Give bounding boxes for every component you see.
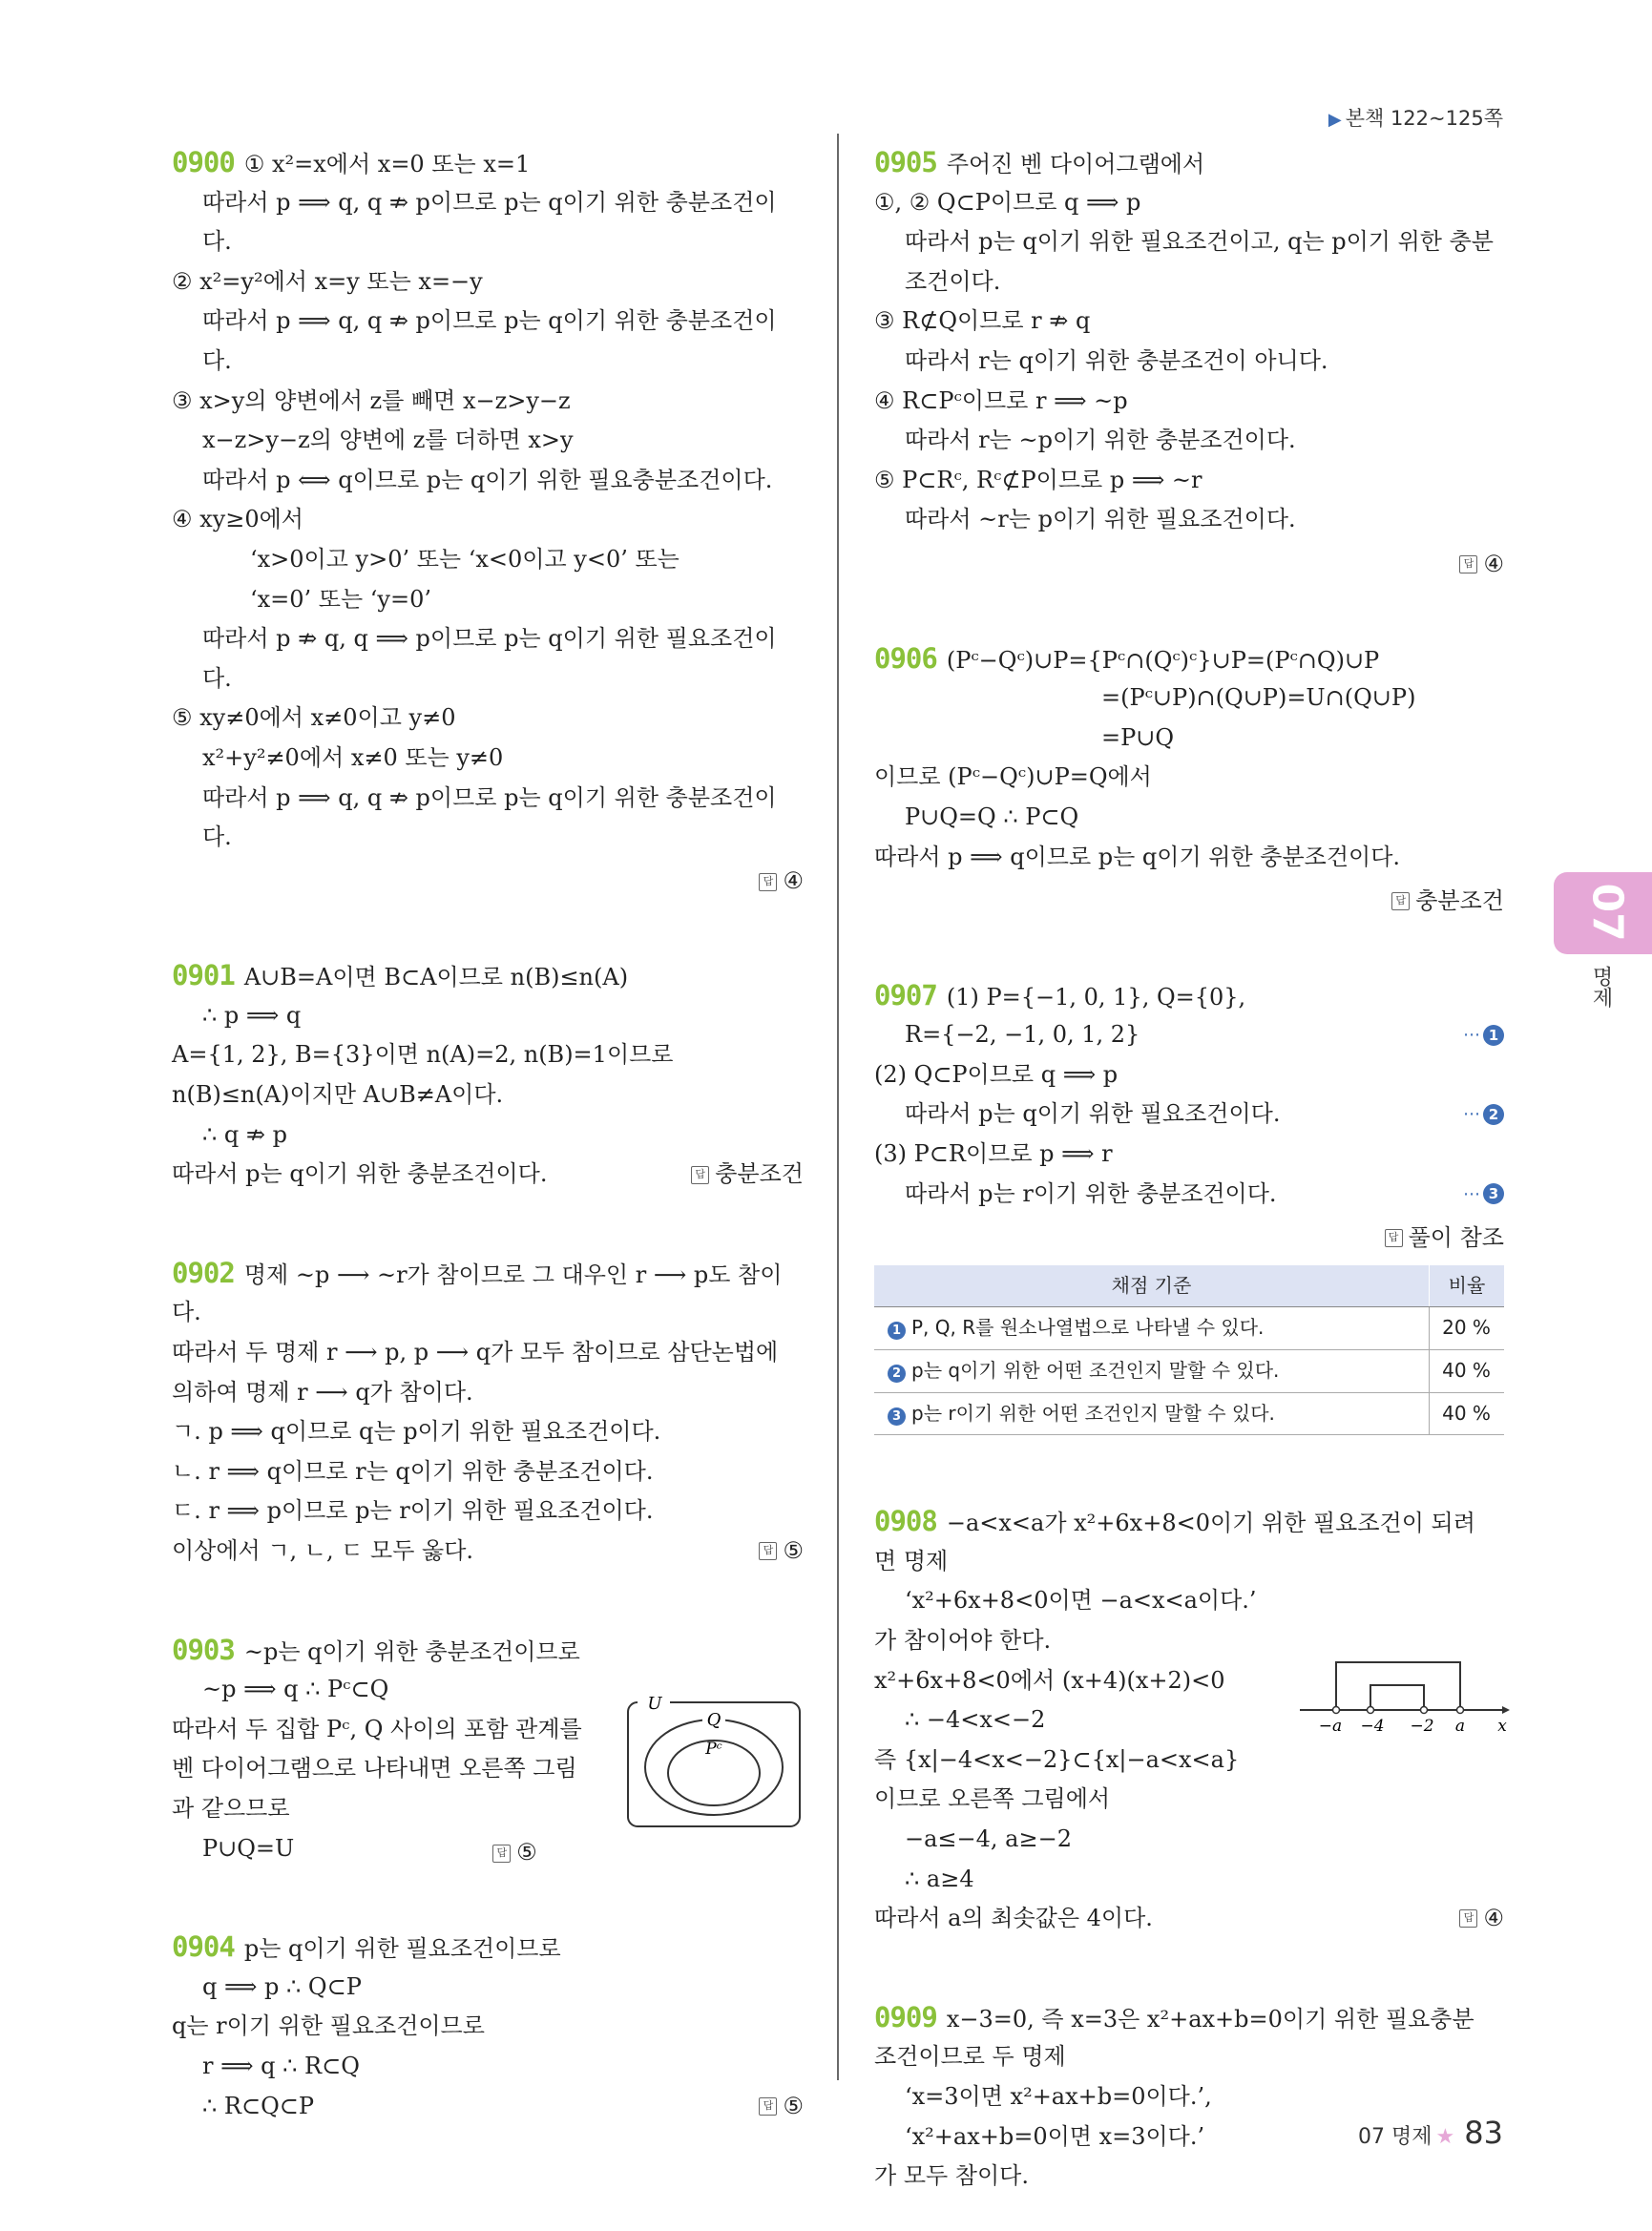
- line-text: 의하여 명제 r ⟶ q가 참이다.: [172, 1378, 473, 1406]
- solution-line: [172, 1829, 804, 1869]
- answer-row: [874, 877, 1504, 917]
- solution-line: [172, 2047, 804, 2087]
- solution-line: [874, 798, 1504, 838]
- answer-value: ⑤: [783, 2092, 804, 2119]
- criterion-cell: [874, 1392, 1430, 1435]
- problem-0905: [874, 143, 1504, 580]
- solution-line: [172, 1928, 804, 1968]
- line-text: A∪B=A이면 B⊂A이므로 n(B)≤n(A): [243, 964, 629, 991]
- answer-row: [172, 858, 804, 898]
- venn-label-pc: Pᶜ: [705, 1740, 722, 1759]
- step-number-icon: 3: [888, 1407, 906, 1426]
- answer: [1459, 1899, 1504, 1939]
- line-text: 조건이다.: [905, 267, 1001, 295]
- criterion-cell: [874, 1350, 1430, 1393]
- line-text: 이므로 오른쪽 그림에서: [874, 1785, 1111, 1813]
- problem-number: 0903: [172, 1633, 235, 1666]
- solution-line: [874, 2077, 1504, 2117]
- answer-value: ④: [1483, 550, 1504, 577]
- ratio-cell: 40 %: [1430, 1350, 1505, 1393]
- spacer: [874, 580, 1504, 639]
- problem-0902: [172, 1254, 804, 1572]
- solution-line: [874, 1055, 1504, 1095]
- line-text: 가 모두 참이다.: [874, 2162, 1029, 2190]
- dots-icon: ⋯: [1463, 1183, 1479, 1204]
- solution-line: [172, 1254, 804, 1294]
- answer-icon: 답: [691, 1166, 709, 1184]
- solution-line: [172, 421, 804, 461]
- line-text: 따라서 p ⟹ q, q ⇏ p이므로 p는 q이기 위한 충분조건이: [202, 307, 777, 335]
- answer: [1385, 1219, 1504, 1259]
- table-row: [874, 1350, 1504, 1393]
- solution-line: [172, 1293, 804, 1333]
- dots-icon: ⋯: [1463, 1025, 1479, 1046]
- line-text: 따라서 p ⟺ q이므로 p는 q이기 위한 필요충분조건이다.: [202, 466, 773, 493]
- spacer: [874, 1939, 1504, 1998]
- line-text: ⑤ P⊂Rᶜ, Rᶜ⊄P이므로 p ⟹ ~r: [874, 466, 1202, 493]
- line-text: A={1, 2}, B={3}이면 n(A)=2, n(B)=1이므로: [172, 1041, 674, 1069]
- line-text: p는 q이기 위한 필요조건이므로: [243, 1935, 561, 1963]
- step-number-icon: 1: [888, 1322, 906, 1340]
- line-text: ⑤ xy≠0에서 x≠0이고 y≠0: [172, 704, 456, 732]
- spacer: [172, 1572, 804, 1631]
- line-text: 따라서 p ⟹ q, q ⇏ p이므로 p는 q이기 위한 충분조건이: [202, 188, 777, 216]
- column-divider: [837, 134, 839, 2080]
- answer-value: ④: [783, 867, 804, 895]
- line-text: R={−2, −1, 0, 1, 2}: [905, 1021, 1140, 1049]
- line-text: P∪Q=U: [202, 1834, 295, 1862]
- solution-line: [172, 779, 804, 819]
- solution-line: [874, 2037, 1504, 2077]
- problem-0901: [172, 956, 804, 1195]
- solution-line: [874, 1175, 1504, 1215]
- table-row: [874, 1307, 1504, 1350]
- line-text: x²+y²≠0에서 x≠0 또는 y≠0: [202, 743, 504, 771]
- line-text: 따라서 r는 q이기 위한 충분조건이 아니다.: [905, 346, 1328, 374]
- solution-line: [874, 382, 1504, 422]
- line-text: 즉 {x|−4<x<−2}⊂{x|−a<x<a}: [874, 1745, 1240, 1773]
- line-text: 따라서 p는 r이기 위한 충분조건이다.: [905, 1179, 1277, 1207]
- solution-line: [874, 838, 1504, 878]
- solution-line: [172, 956, 804, 996]
- line-text: ㄷ. r ⟹ p이므로 p는 r이기 위한 필요조건이다.: [172, 1497, 654, 1525]
- line-left: [905, 1175, 1277, 1215]
- answer-value: ④: [1483, 1905, 1504, 1932]
- line-text: 따라서 a의 최솟값은 4이다.: [874, 1905, 1153, 1932]
- solution-line: [874, 758, 1504, 798]
- line-text: (2) Q⊂P이므로 q ⟹ p: [874, 1060, 1119, 1088]
- line-text: 따라서 p는 q이기 위한 필요조건이고, q는 p이기 위한 충분: [905, 228, 1494, 256]
- line-text: ‘x>0이고 y>0’ 또는 ‘x<0이고 y<0’ 또는: [250, 545, 680, 573]
- line-text: ∴ R⊂Q⊂P: [202, 2092, 315, 2119]
- line-text: −a≤−4, a≥−2: [905, 1824, 1072, 1852]
- line-text: 명제 ~p ⟶ ~r가 참이므로 그 대우인 r ⟶ p도 참이: [243, 1261, 783, 1288]
- solution-line: [172, 342, 804, 382]
- page-reference: ▶ 본책 122~125쪽: [1328, 107, 1503, 130]
- spacer: [874, 1443, 1504, 1502]
- axis-label: x: [1497, 1717, 1507, 1736]
- answer-icon: 답: [1459, 1909, 1477, 1928]
- tick-label: −a: [1318, 1717, 1343, 1736]
- ratio-cell: 40 %: [1430, 1392, 1505, 1435]
- solution-line: [874, 1135, 1504, 1175]
- answer-icon: 답: [1385, 1229, 1403, 1247]
- page-footer: 07 명제 ★ 83: [1358, 2115, 1503, 2151]
- point: [1457, 1707, 1464, 1714]
- solution-line: [874, 421, 1504, 461]
- line-text: 조건이므로 두 명제: [874, 2043, 1066, 2071]
- solution-line: [874, 222, 1504, 262]
- problem-number: 0904: [172, 1930, 235, 1964]
- solution-line: [172, 222, 804, 262]
- answer: [759, 862, 804, 902]
- solution-line: [172, 659, 804, 699]
- line-left: [905, 1095, 1280, 1135]
- answer: [759, 1532, 804, 1572]
- line-text: 이므로 (Pᶜ−Qᶜ)∪P=Q에서: [874, 763, 1152, 791]
- solution-line: [172, 2087, 804, 2127]
- line-left: [172, 1532, 473, 1572]
- line-text: ② x²=y²에서 x=y 또는 x=−y: [172, 267, 483, 295]
- solution-line: [874, 1542, 1504, 1582]
- problem-0900: [172, 143, 804, 897]
- solution-line: [874, 1502, 1504, 1542]
- solution-line: [874, 143, 1504, 183]
- solution-line: [874, 976, 1504, 1016]
- line-text: 주어진 벤 다이어그램에서: [946, 151, 1205, 177]
- line-text: r ⟹ q ∴ R⊂Q: [202, 2052, 360, 2079]
- problem-0906: [874, 639, 1504, 917]
- solution-line: [172, 1631, 804, 1671]
- line-left: [874, 1899, 1153, 1939]
- solution-line: [172, 818, 804, 858]
- step-number-icon: 3: [1483, 1183, 1504, 1204]
- line-text: ‘x=3이면 x²+ax+b=0이다.’,: [905, 2082, 1212, 2110]
- line-text: ④ R⊂Pᶜ이므로 r ⟹ ~p: [874, 386, 1128, 414]
- solution-line: [874, 302, 1504, 342]
- table-row: [874, 1392, 1504, 1435]
- criterion-text: P, Q, R를 원소나열법으로 나타낼 수 있다.: [911, 1316, 1265, 1340]
- solution-line: [172, 262, 804, 302]
- answer-value: 풀이 참조: [1408, 1223, 1504, 1251]
- line-text: P∪Q=Q ∴ P⊂Q: [905, 803, 1079, 830]
- line-text: ④ xy≥0에서: [172, 506, 303, 533]
- table-header: 비율: [1430, 1265, 1505, 1307]
- problem-number: 0908: [874, 1505, 937, 1538]
- answer-icon: 답: [759, 2097, 777, 2116]
- point: [1333, 1707, 1340, 1714]
- interval-inner: [1370, 1685, 1424, 1710]
- line-text: 벤 다이어그램으로 나타내면 오른쪽 그림: [172, 1755, 577, 1783]
- line-left: [172, 1155, 547, 1195]
- solution-line: [172, 302, 804, 342]
- solution-line: [172, 580, 804, 620]
- line-text: 다.: [202, 228, 232, 256]
- solution-line: [874, 1015, 1504, 1055]
- line-text: ①, ② Q⊂P이므로 q ⟹ p: [874, 188, 1141, 216]
- tick-label: a: [1454, 1717, 1466, 1736]
- ratio-cell: 20 %: [1430, 1307, 1505, 1350]
- left-column: [172, 143, 804, 2126]
- solution-line: [172, 1412, 804, 1452]
- number-line-figure: [1298, 1658, 1510, 1741]
- answer-value: 충분조건: [1415, 886, 1504, 914]
- solution-line: [172, 1452, 804, 1492]
- solution-line: [172, 1373, 804, 1413]
- problem-number: 0906: [874, 641, 937, 675]
- line-text: ‘x²+6x+8<0이면 −a<x<a이다.’: [905, 1587, 1257, 1615]
- solution-line: [874, 500, 1504, 540]
- line-text: q ⟹ p ∴ Q⊂P: [202, 1972, 362, 2000]
- solution-line: [874, 1899, 1504, 1939]
- solution-line: [874, 1780, 1504, 1820]
- line-text: 따라서 두 명제 r ⟶ p, p ⟶ q가 모두 참이므로 삼단논법에: [172, 1339, 779, 1366]
- answer: [1459, 545, 1504, 585]
- line-text: 따라서 p는 q이기 위한 필요조건이다.: [905, 1100, 1281, 1128]
- line-text: 면 명제: [874, 1547, 949, 1574]
- line-text: (1) P={−1, 0, 1}, Q={0},: [946, 983, 1246, 1011]
- line-text: ∴ p ⟹ q: [202, 1001, 302, 1029]
- criterion-text: p는 q이기 위한 어떤 조건인지 말할 수 있다.: [911, 1359, 1280, 1383]
- solution-line: [874, 1621, 1504, 1661]
- answer-value: ⑤: [516, 1839, 537, 1866]
- solution-line: [172, 1532, 804, 1572]
- line-text: 따라서 두 집합 Pᶜ, Q 사이의 포함 관계를: [172, 1715, 582, 1742]
- line-text: −a<x<a가 x²+6x+8<0이기 위한 필요조건이 되려: [946, 1510, 1475, 1537]
- page-number: 83: [1464, 2115, 1503, 2151]
- line-text: n(B)≤n(A)이지만 A∪B≠A이다.: [172, 1081, 504, 1109]
- solution-line: [874, 1820, 1504, 1860]
- line-text: 따라서 p는 q이기 위한 충분조건이다.: [172, 1160, 548, 1188]
- solution-line: [874, 1741, 1504, 1781]
- venn-label-q: Q: [706, 1710, 721, 1730]
- line-text: 따라서 p ⇏ q, q ⟹ p이므로 p는 q이기 위한 필요조건이: [202, 625, 777, 653]
- line-text: =P∪Q: [1101, 723, 1175, 751]
- answer: [1391, 882, 1504, 922]
- tick-label: −2: [1410, 1717, 1434, 1736]
- answer: [759, 2087, 804, 2127]
- point: [1421, 1707, 1428, 1714]
- problem-number: 0902: [172, 1256, 235, 1289]
- solution-line: [172, 1491, 804, 1532]
- set-q-ellipse: [645, 1720, 783, 1815]
- line-text: 따라서 p ⟹ q, q ⇏ p이므로 p는 q이기 위한 충분조건이: [202, 783, 777, 811]
- line-text: ∴ q ⇏ p: [202, 1120, 287, 1148]
- line-text: =(Pᶜ∪P)∩(Q∪P)=U∩(Q∪P): [1101, 684, 1416, 712]
- solution-line: [874, 342, 1504, 382]
- answer-icon: 답: [492, 1845, 511, 1863]
- star-icon: ★: [1435, 2125, 1455, 2149]
- venn-label-u: U: [647, 1695, 662, 1714]
- line-text: x−3=0, 즉 x=3은 x²+ax+b=0이기 위한 필요충분: [946, 2005, 1474, 2033]
- solution-line: [172, 382, 804, 422]
- answer-row: [874, 1214, 1504, 1254]
- solution-line: [172, 1968, 804, 2008]
- dots-icon: ⋯: [1463, 1104, 1479, 1125]
- solution-line: [172, 461, 804, 501]
- line-text: ㄱ. p ⟹ q이므로 q는 p이기 위한 필요조건이다.: [172, 1418, 661, 1446]
- triangle-icon: ▶: [1328, 110, 1342, 130]
- line-text: ∴ −4<x<−2: [905, 1706, 1046, 1734]
- solution-line: [874, 1581, 1504, 1621]
- problem-0904: [172, 1928, 804, 2126]
- solution-line: [172, 619, 804, 659]
- line-left: [202, 2087, 314, 2127]
- solution-line: [172, 183, 804, 223]
- scoring-table-wrap: [874, 1265, 1504, 1435]
- solution-line: [874, 719, 1504, 759]
- spacer: [874, 917, 1504, 976]
- chapter-label: 명제: [1589, 966, 1613, 1008]
- line-text: ~p ⟹ q ∴ Pᶜ⊂Q: [202, 1676, 389, 1703]
- solution-line: [874, 183, 1504, 223]
- line-text: 따라서 ~r는 p이기 위한 필요조건이다.: [905, 506, 1296, 533]
- solution-line: [172, 1333, 804, 1373]
- answer-icon: 답: [1459, 555, 1477, 573]
- tick-label: −4: [1360, 1717, 1385, 1736]
- step-number-icon: 2: [1483, 1104, 1504, 1125]
- solution-line: [874, 639, 1504, 679]
- problem-number: 0905: [874, 146, 937, 178]
- problem-0907: [874, 976, 1504, 1254]
- line-text: 따라서 r는 ~p이기 위한 충분조건이다.: [905, 427, 1296, 454]
- line-text: 다.: [202, 824, 232, 851]
- solution-line: [172, 500, 804, 540]
- answer-icon: 답: [1391, 892, 1410, 910]
- table-header: 채점 기준: [874, 1265, 1430, 1307]
- answer-row: [874, 540, 1504, 580]
- step-marker: [1463, 1015, 1504, 1055]
- answer-value: ⑤: [783, 1537, 804, 1564]
- spacer: [172, 1868, 804, 1928]
- solution-line: [172, 1075, 804, 1116]
- solution-line: [874, 1095, 1504, 1135]
- solution-line: [172, 143, 804, 183]
- step-number-icon: 1: [1483, 1025, 1504, 1046]
- line-text: (Pᶜ−Qᶜ)∪P={Pᶜ∩(Qᶜ)ᶜ}∪P=(Pᶜ∩Q)∪P: [946, 646, 1380, 674]
- criterion-cell: [874, 1307, 1430, 1350]
- line-text: ㄴ. r ⟹ q이므로 r는 q이기 위한 충분조건이다.: [172, 1457, 654, 1485]
- solution-line: [874, 1998, 1504, 2038]
- step-marker: [1463, 1175, 1504, 1215]
- solution-line: [874, 1860, 1504, 1900]
- step-number-icon: 2: [888, 1365, 906, 1383]
- line-text: 다.: [172, 1299, 201, 1326]
- solution-line: [172, 1116, 804, 1156]
- problem-0909: [874, 1998, 1504, 2197]
- venn-diagram: [626, 1695, 802, 1828]
- chapter-tab: 07: [1554, 872, 1652, 954]
- step-marker: [1463, 1095, 1504, 1135]
- problem-number: 0907: [874, 978, 937, 1011]
- solution-line: [874, 262, 1504, 302]
- solution-line: [874, 461, 1504, 501]
- line-text: ‘x²+ax+b=0이면 x=3이다.’: [905, 2122, 1205, 2150]
- answer-icon: 답: [759, 1542, 777, 1560]
- solution-line: [874, 678, 1504, 719]
- problem-number: 0901: [172, 959, 235, 992]
- solution-line: [172, 1035, 804, 1075]
- line-text: x−z>y−z의 양변에 z를 더하면 x>y: [202, 427, 574, 454]
- problem-number: 0909: [874, 2000, 937, 2033]
- solution-line: [172, 2007, 804, 2047]
- line-text: ① x²=x에서 x=0 또는 x=1: [243, 151, 531, 177]
- answer-value: 충분조건: [715, 1160, 804, 1188]
- answer: [691, 1155, 804, 1195]
- solution-line: [172, 739, 804, 779]
- problem-number: 0900: [172, 146, 235, 178]
- line-left: [905, 1015, 1140, 1055]
- scoring-table: [874, 1265, 1504, 1435]
- solution-line: [172, 996, 804, 1036]
- line-text: ~p는 q이기 위한 충분조건이므로: [243, 1637, 580, 1665]
- answer: [492, 1833, 537, 1873]
- line-text: ③ x>y의 양변에서 z를 빼면 x−z>y−z: [172, 386, 571, 414]
- right-column: [874, 143, 1504, 2197]
- spacer: [172, 897, 804, 956]
- line-text: q는 r이기 위한 필요조건이므로: [172, 2012, 485, 2040]
- line-text: 이상에서 ㄱ, ㄴ, ㄷ 모두 옳다.: [172, 1537, 474, 1564]
- spacer: [172, 1195, 804, 1254]
- number-line-ticks: [1319, 1717, 1507, 1736]
- line-text: 가 참이어야 한다.: [874, 1627, 1052, 1654]
- solution-line: [172, 540, 804, 580]
- line-text: (3) P⊂R이므로 p ⟹ r: [874, 1140, 1113, 1168]
- line-text: x²+6x+8<0에서 (x+4)(x+2)<0: [874, 1666, 1225, 1694]
- answer-icon: 답: [759, 873, 777, 891]
- solution-line: [874, 2157, 1504, 2197]
- point: [1368, 1707, 1374, 1714]
- line-text: 과 같으므로: [172, 1794, 290, 1822]
- line-text: ∴ a≥4: [905, 1865, 974, 1892]
- criterion-text: p는 r이기 위한 어떤 조건인지 말할 수 있다.: [911, 1401, 1275, 1425]
- solution-line: [172, 1155, 804, 1195]
- line-text: 따라서 p ⟹ q이므로 p는 q이기 위한 충분조건이다.: [874, 843, 1401, 870]
- line-text: ③ R⊄Q이므로 r ⇏ q: [874, 307, 1091, 335]
- solution-line: [172, 698, 804, 739]
- line-text: 다.: [202, 664, 232, 692]
- axis-arrow: [1502, 1706, 1510, 1714]
- line-text: 다.: [202, 346, 232, 374]
- line-text: ‘x=0’ 또는 ‘y=0’: [250, 585, 431, 613]
